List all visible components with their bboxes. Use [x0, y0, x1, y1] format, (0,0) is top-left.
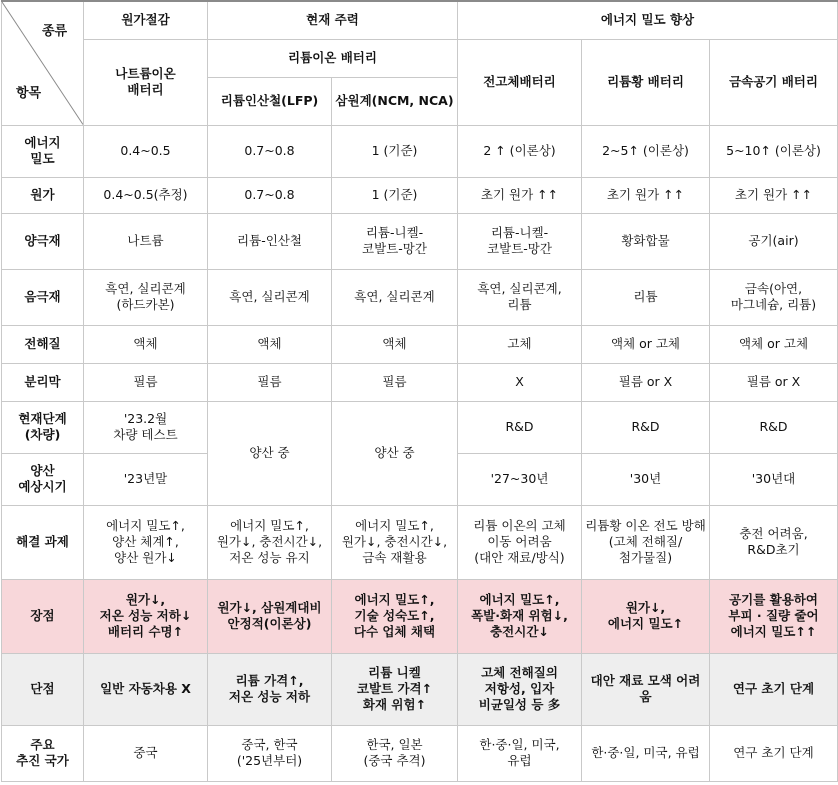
row-label-cost: 원가 [2, 177, 84, 213]
row-separator [2, 363, 838, 401]
diagonal-line [2, 2, 83, 125]
col-lfp: 리튬인산철(LFP) [208, 77, 332, 125]
row-label-countries: 주요 추진 국가 [2, 725, 84, 781]
cell: 액체 or 고체 [710, 325, 838, 363]
cell: 리튬 가격↑, 저온 성능 저하 [208, 653, 332, 725]
cell: 연구 초기 단계 [710, 653, 838, 725]
row-label-pros: 장점 [2, 579, 84, 653]
cell: 일반 자동차용 X [84, 653, 208, 725]
cell: 양산 중 [208, 401, 332, 505]
cell: 에너지 밀도↑, 양산 체계↑, 양산 원가↓ [84, 505, 208, 579]
cell: 0.7~0.8 [208, 125, 332, 177]
row-label-separator: 분리막 [2, 363, 84, 401]
row-challenges [2, 505, 838, 579]
cell: 초기 원가 ↑↑ [582, 177, 710, 213]
row-electrolyte [2, 325, 838, 363]
cell: 고체 [458, 325, 582, 363]
cell: R&D [458, 401, 582, 453]
cell: 5~10↑ (이론상) [710, 125, 838, 177]
col-lithium-sulfur: 리튬황 배터리 [582, 39, 710, 125]
cell: 2~5↑ (이론상) [582, 125, 710, 177]
cell: 리튬 니켈 코발트 가격↑ 화재 위험↑ [332, 653, 458, 725]
col-sodium-ion [84, 39, 208, 125]
group-energy-density: 에너지 밀도 향상 [458, 1, 838, 39]
row-energy-density [2, 125, 838, 177]
cell: 연구 초기 단계 [710, 725, 838, 781]
cell: 충전 어려움, R&D초기 [710, 505, 838, 579]
row-cathode [2, 213, 838, 269]
cell: 액체 [208, 325, 332, 363]
cell: '30년대 [710, 453, 838, 505]
row-label-challenges: 해결 과제 [2, 505, 84, 579]
row-pros [2, 579, 838, 653]
cell: 1 (기준) [332, 177, 458, 213]
cell: 에너지 밀도↑, 원가↓, 충전시간↓, 저온 성능 유지 [208, 505, 332, 579]
cell: 리튬-인산철 [208, 213, 332, 269]
header-row-1 [2, 1, 838, 39]
row-label-current-stage: 현재단계 (차량) [2, 401, 84, 453]
cell: 액체 [84, 325, 208, 363]
row-label-anode: 음극재 [2, 269, 84, 325]
col-solid-state: 전고체배터리 [458, 39, 582, 125]
cell: '23.2월 차량 테스트 [84, 401, 208, 453]
cell: 원가↓, 에너지 밀도↑ [582, 579, 710, 653]
cell: 필름 or X [582, 363, 710, 401]
cell: X [458, 363, 582, 401]
row-label-energy-density: 에너지 밀도 [2, 125, 84, 177]
cell: 액체 [332, 325, 458, 363]
row-countries [2, 725, 838, 781]
corner-cell [2, 1, 84, 125]
cell: 공기(air) [710, 213, 838, 269]
corner-label-type: 종류 [42, 24, 68, 39]
corner-label-item: 항목 [16, 86, 42, 101]
cell: 리튬황 이온 전도 방해 (고체 전해질/첨가물질) [582, 505, 710, 579]
row-label-electrolyte: 전해질 [2, 325, 84, 363]
row-current-stage [2, 401, 838, 453]
cell: 대안 재료 모색 어려 움 [582, 653, 710, 725]
cell: 한국, 일본 (중국 추격) [332, 725, 458, 781]
cell: 원가↓, 저온 성능 저하↓ 배터리 수명↑ [84, 579, 208, 653]
battery-comparison-table [1, 0, 838, 782]
cell: 필름 [208, 363, 332, 401]
cell: 고체 전해질의 저항성, 입자 비균일성 등 多 [458, 653, 582, 725]
cell: 에너지 밀도↑, 원가↓, 충전시간↓, 금속 재활용 [332, 505, 458, 579]
cell: 흑연, 실리콘계, 리튬 [458, 269, 582, 325]
cell: 금속(아연, 마그네슘, 리튬) [710, 269, 838, 325]
cell: 액체 or 고체 [582, 325, 710, 363]
cell: 한·중·일, 미국, 유럽 [458, 725, 582, 781]
row-cons [2, 653, 838, 725]
cell: 중국 [84, 725, 208, 781]
cell: 0.7~0.8 [208, 177, 332, 213]
cell: 2 ↑ (이론상) [458, 125, 582, 177]
cell: 에너지 밀도↑, 기술 성숙도↑, 다수 업체 채택 [332, 579, 458, 653]
row-label-cathode: 양극재 [2, 213, 84, 269]
col-sodium-ion-label: 나트륨이온 배터리 [115, 66, 176, 97]
cell: 필름 [84, 363, 208, 401]
cell: 양산 중 [332, 401, 458, 505]
row-cost [2, 177, 838, 213]
cell: 중국, 한국 ('25년부터) [208, 725, 332, 781]
subgroup-lithium-ion: 리튬이온 배터리 [208, 39, 458, 77]
cell: 리튬 이온의 고체 이동 어려움 (대안 재료/방식) [458, 505, 582, 579]
cell: 황화합물 [582, 213, 710, 269]
cell: R&D [710, 401, 838, 453]
cell: 공기를 활용하여 부피 · 질량 줄어 에너지 밀도↑↑ [710, 579, 838, 653]
cell: 한·중·일, 미국, 유럽 [582, 725, 710, 781]
cell: R&D [582, 401, 710, 453]
cell: 흑연, 실리콘계 (하드카본) [84, 269, 208, 325]
cell: 흑연, 실리콘계 [208, 269, 332, 325]
cell: 흑연, 실리콘계 [332, 269, 458, 325]
cell: 리튬 [582, 269, 710, 325]
cell: '30년 [582, 453, 710, 505]
cell: '23년말 [84, 453, 208, 505]
cell: 0.4~0.5 [84, 125, 208, 177]
cell: 필름 or X [710, 363, 838, 401]
cell: 1 (기준) [332, 125, 458, 177]
col-metal-air: 금속공기 배터리 [710, 39, 838, 125]
group-current-main: 현재 주력 [208, 1, 458, 39]
group-cost-reduction: 원가절감 [84, 1, 208, 39]
cell: 초기 원가 ↑↑ [458, 177, 582, 213]
cell: 리튬-니켈- 코발트-망간 [458, 213, 582, 269]
cell: 원가↓, 삼원계대비 안정적(이론상) [208, 579, 332, 653]
cell: '27~30년 [458, 453, 582, 505]
cell: 나트륨 [84, 213, 208, 269]
cell: 초기 원가 ↑↑ [710, 177, 838, 213]
cell: 0.4~0.5(추정) [84, 177, 208, 213]
row-label-cons: 단점 [2, 653, 84, 725]
cell: 리튬-니켈- 코발트-망간 [332, 213, 458, 269]
row-label-mass-production: 양산 예상시기 [2, 453, 84, 505]
cell: 필름 [332, 363, 458, 401]
col-ncm: 삼원계(NCM, NCA) [332, 77, 458, 125]
header-row-2 [2, 39, 838, 77]
cell: 에너지 밀도↑, 폭발·화재 위험↓, 충전시간↓ [458, 579, 582, 653]
row-anode [2, 269, 838, 325]
